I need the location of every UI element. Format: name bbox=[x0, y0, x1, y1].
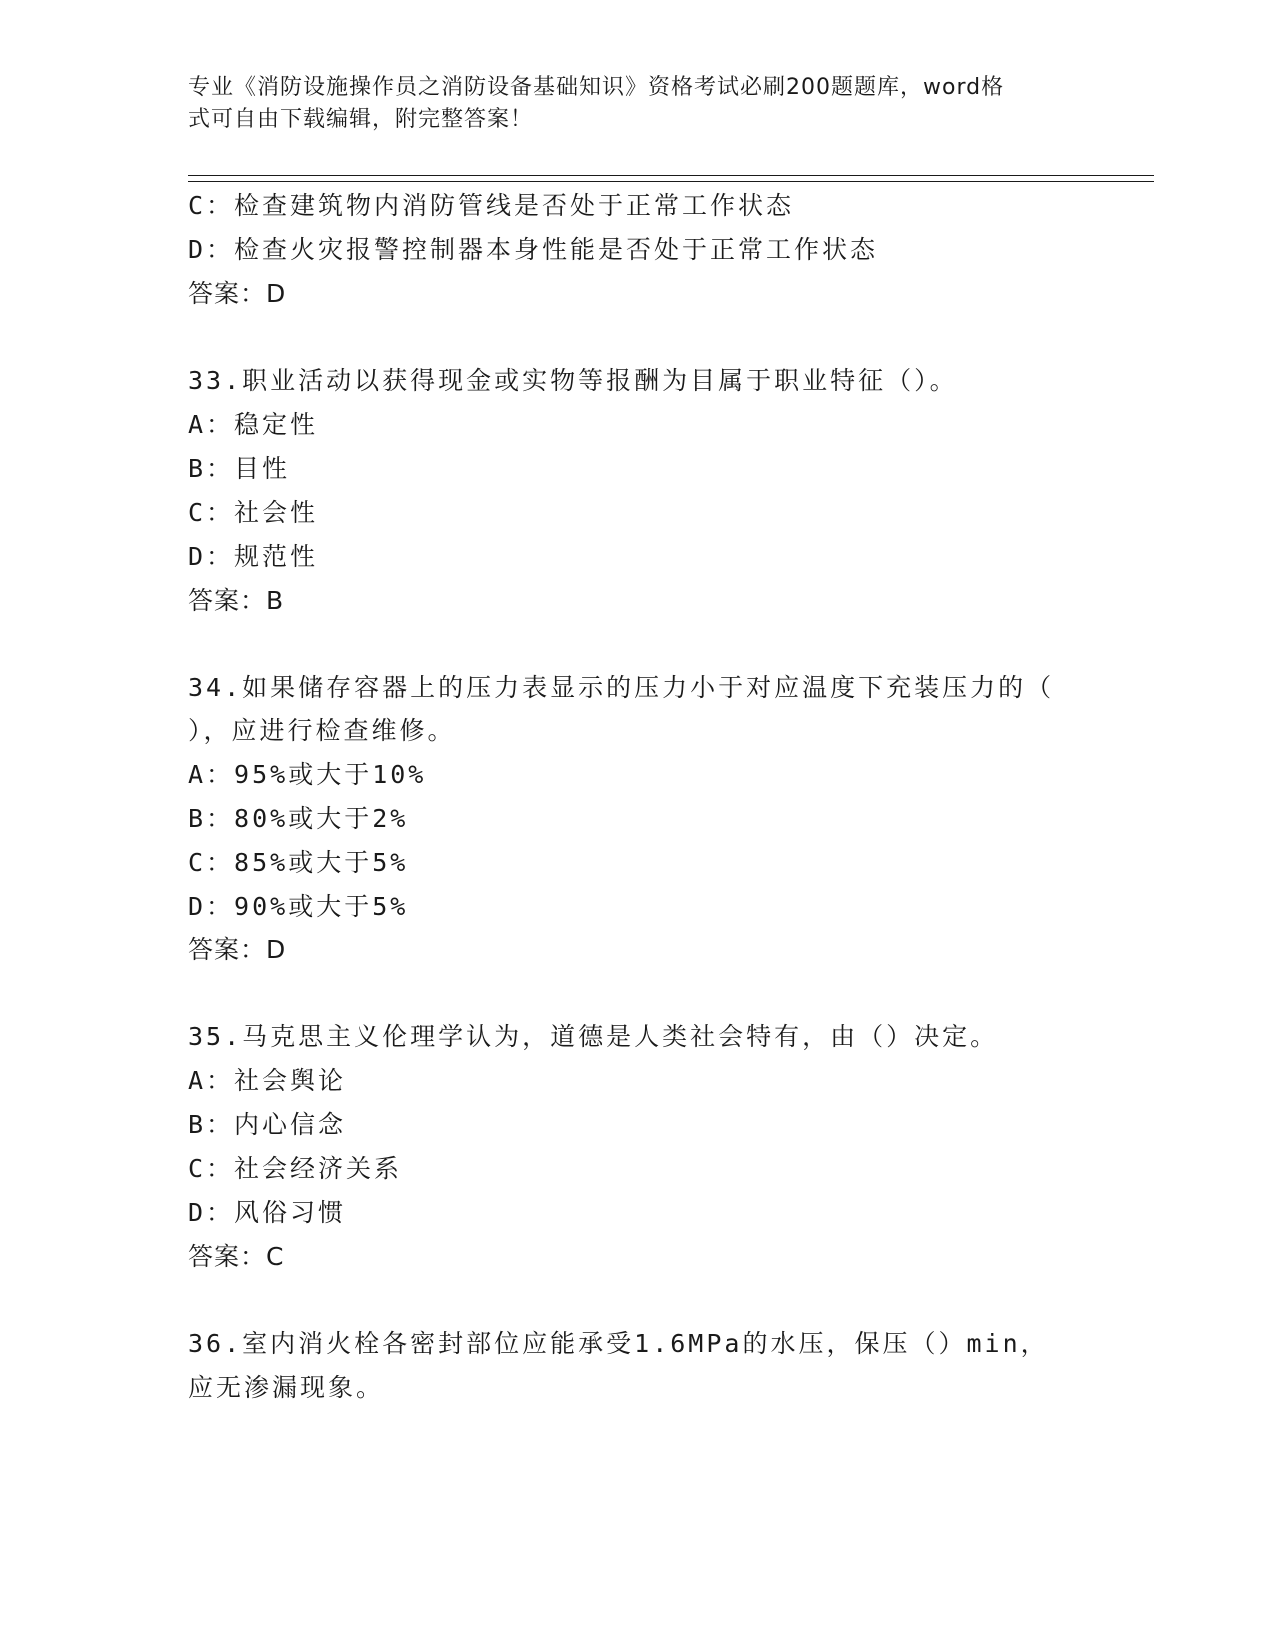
q35-option-b: B：内心信念 bbox=[188, 1110, 347, 1139]
q34-option-d: D：90%或大于5% bbox=[188, 892, 409, 921]
q36-stem-line-1: 36.室内消火栓各密封部位应能承受1.6MPa的水压，保压（）min， bbox=[188, 1329, 1049, 1358]
header-line-2: 式可自由下载编辑，附完整答案！ bbox=[188, 107, 534, 132]
q32-answer: 答案：D bbox=[188, 279, 287, 308]
q36-stem-line-2: 应无渗漏现象。 bbox=[188, 1373, 385, 1402]
q35-option-a: A：社会舆论 bbox=[188, 1066, 347, 1095]
q32-option-d: D：检查火灾报警控制器本身性能是否处于正常工作状态 bbox=[188, 235, 879, 264]
header-divider-bottom bbox=[188, 181, 1154, 182]
q33-answer: 答案：B bbox=[188, 586, 285, 615]
header-divider-top bbox=[188, 175, 1154, 176]
q35-option-c: C：社会经济关系 bbox=[188, 1154, 403, 1183]
q34-option-b: B：80%或大于2% bbox=[188, 804, 409, 833]
document-header bbox=[188, 72, 1088, 136]
q35-stem: 35.马克思主义伦理学认为，道德是人类社会特有，由（）决定。 bbox=[188, 1022, 999, 1051]
header-line-1: 专业《消防设施操作员之消防设备基础知识》资格考试必刷200题题库，word格 bbox=[188, 75, 1005, 100]
q35-option-d: D：风俗习惯 bbox=[188, 1198, 347, 1227]
q32-option-c: C：检查建筑物内消防管线是否处于正常工作状态 bbox=[188, 191, 795, 220]
q34-stem-line-1: 34.如果储存容器上的压力表显示的压力小于对应温度下充装压力的（ bbox=[188, 673, 1055, 702]
q33-option-a: A：稳定性 bbox=[188, 410, 319, 439]
q34-answer: 答案：D bbox=[188, 935, 287, 964]
q33-stem: 33.职业活动以获得现金或实物等报酬为目属于职业特征（）。 bbox=[188, 366, 958, 395]
q34-stem-line-2: ），应进行检查维修。 bbox=[188, 716, 456, 745]
q33-option-c: C：社会性 bbox=[188, 498, 319, 527]
q35-answer: 答案：C bbox=[188, 1242, 285, 1271]
q34-option-a: A：95%或大于10% bbox=[188, 760, 427, 789]
q34-option-c: C：85%或大于5% bbox=[188, 848, 409, 877]
q33-option-d: D：规范性 bbox=[188, 542, 319, 571]
q33-option-b: B：目性 bbox=[188, 454, 291, 483]
